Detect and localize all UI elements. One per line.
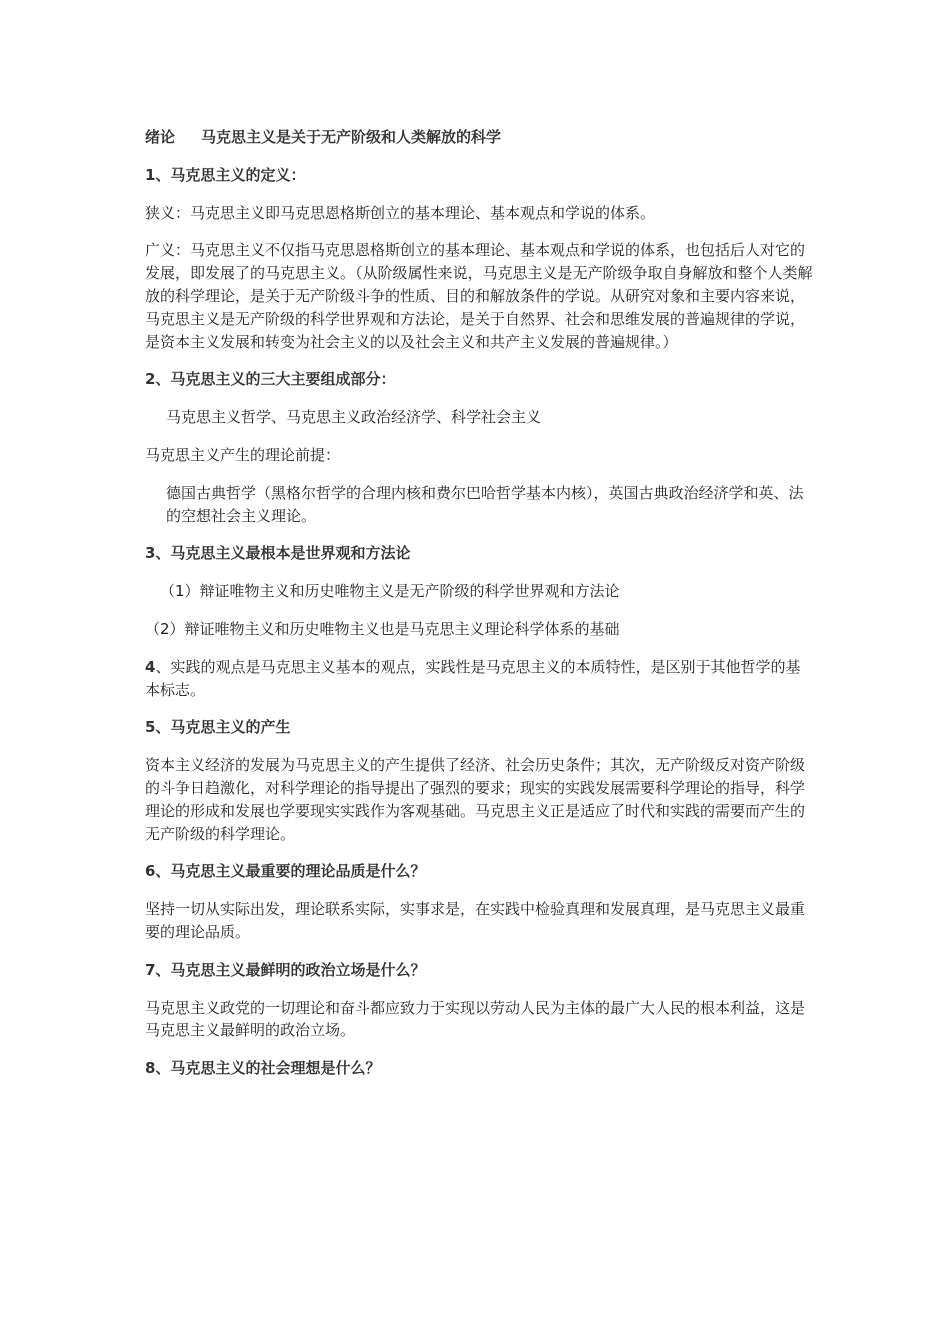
section-4-text: 、实践的观点是马克思主义基本的观点，实践性是马克思主义的本质特性，是区别于其他哲学的基本标志。 bbox=[145, 657, 801, 699]
section-3-heading: 3、马克思主义最根本是世界观和方法论 bbox=[145, 544, 411, 563]
section-2-premise-label: 马克思主义产生的理论前提： bbox=[145, 445, 341, 464]
section-7-text: 马克思主义政党的一切理论和奋斗都应致力于实现以劳动人民为主体的最广大人民的根本利益，这是马克思主义最鲜明的政治立场。 bbox=[145, 998, 806, 1040]
section-1-narrow-definition: 狭义：马克思主义即马克思恩格斯创立的基本理论、基本观点和学说的体系。 bbox=[145, 203, 656, 222]
section-8-heading: 8、马克思主义的社会理想是什么？ bbox=[145, 1059, 381, 1078]
document-page bbox=[145, 126, 815, 1095]
section-2-premise-text: 德国古典哲学（黑格尔哲学的合理内核和费尔巴哈哲学基本内核），英国古典政治经济学和英、法的空想社会主义理论。 bbox=[166, 483, 804, 525]
section-5-heading: 5、马克思主义的产生 bbox=[145, 718, 291, 737]
section-3-point-1: （1）辩证唯物主义和历史唯物主义是无产阶级的科学世界观和方法论 bbox=[160, 582, 620, 601]
section-2-components: 马克思主义哲学、马克思主义政治经济学、科学社会主义 bbox=[166, 408, 542, 427]
section-3-point-2: （2）辩证唯物主义和历史唯物主义也是马克思主义理论科学体系的基础 bbox=[145, 619, 620, 638]
section-7-heading: 7、马克思主义最鲜明的政治立场是什么？ bbox=[145, 960, 426, 979]
section-6-text: 坚持一切从实际出发，理论联系实际，实事求是，在实践中检验真理和发展真理，是马克思主义最重要的理论品质。 bbox=[145, 900, 806, 941]
section-1-heading: 1、马克思主义的定义： bbox=[145, 165, 306, 184]
section-6-heading: 6、马克思主义最重要的理论品质是什么？ bbox=[145, 862, 426, 881]
chapter-title bbox=[145, 126, 815, 149]
section-1-broad-definition: 广义：马克思主义不仅指马克思恩格斯创立的基本理论、基本观点和学说的体系，也包括后人对它的发展，即发展了的马克思主义。（从阶级属性来说，马克思主义是无产阶级争取自身解放和整个人类解放的科学理论，是关于无产阶级斗争的性质、目的和解放条件的学说。从研究对象和主要内容来说，马克思主义是无产阶级的科学世界观和方法论，是关于自然界、社会和思维发展的普遍规律的学说，是资本主义发展和转变为社会主义的以及社会主义和共产主义发展的普遍规律。） bbox=[145, 241, 813, 351]
chapter-label: 绪论 bbox=[145, 128, 176, 146]
section-4-number: 4 bbox=[145, 657, 156, 676]
section-5-text: 资本主义经济的发展为马克思主义的产生提供了经济、社会历史条件；其次，无产阶级反对资产阶级的斗争日趋激化，对科学理论的指导提出了强烈的要求；现实的实践发展需要科学理论的指导，科学理论的形成和发展也学要现实实践作为客观基础。马克思主义正是适应了时代和实践的需要而产生的无产阶级的科学理论。 bbox=[145, 756, 806, 843]
chapter-heading: 马克思主义是关于无产阶级和人类解放的科学 bbox=[201, 128, 502, 146]
section-4-paragraph bbox=[145, 656, 815, 702]
section-2-heading: 2、马克思主义的三大主要组成部分： bbox=[145, 370, 396, 389]
